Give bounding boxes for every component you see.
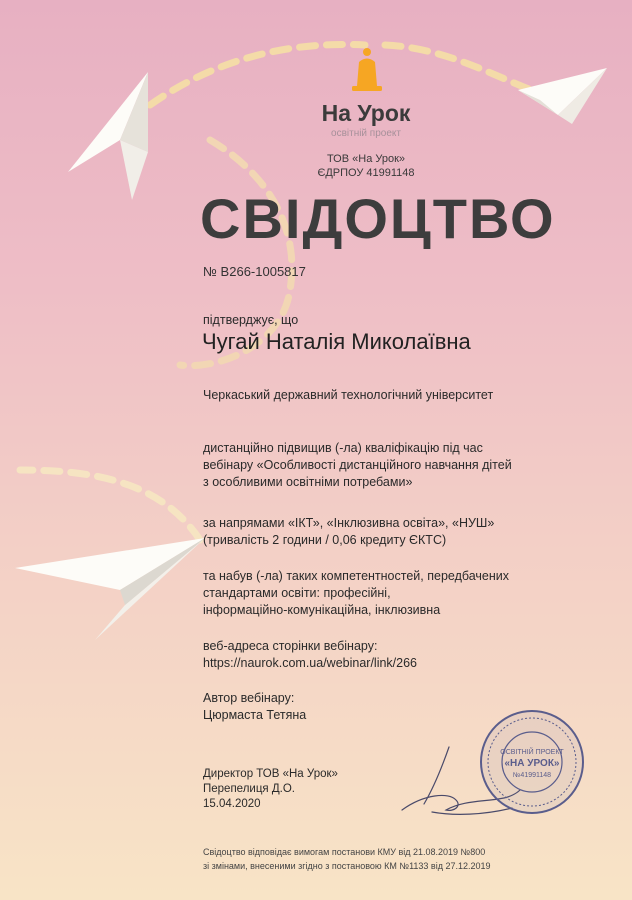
qualification-text: [203, 440, 512, 491]
director-name: Перепелиця Д.О.: [203, 783, 295, 795]
footer-line: зі змінами, внесеними згідно з постановою КМ №1133 від 27.12.2019: [203, 861, 491, 871]
institution-name: Черкаський державний технологічний університет: [203, 388, 494, 402]
company-info: [0, 152, 632, 180]
qualification-line: з особливими освітніми потребами»: [203, 475, 413, 489]
stamp-text: «НА УРОК»: [504, 758, 560, 769]
issue-date: 15.04.2020: [203, 798, 261, 810]
legal-footer: [203, 845, 491, 873]
competencies-text: [203, 568, 509, 619]
stamp-text: №41991148: [512, 772, 552, 779]
company-name: ТОВ «На Урок»: [326, 153, 406, 165]
competencies-line: інформаційно-комунікаційна, інклюзивна: [203, 603, 441, 617]
author-label: Автор вебінару:: [203, 691, 295, 705]
webinar-url: https://naurok.com.ua/webinar/link/266: [203, 656, 418, 670]
company-code: ЄДРПОУ 41991148: [317, 167, 415, 179]
competencies-line: стандартами освіти: професійні,: [203, 586, 391, 600]
directions-text: [203, 515, 494, 549]
directions-duration: (тривалість 2 години / 0,06 кредиту ЄКТС): [203, 533, 447, 547]
webinar-page-label: веб-адреса сторінки вебінару:: [203, 639, 378, 653]
director-title: Директор ТОВ «На Урок»: [203, 768, 338, 780]
brand-name: На Урок: [321, 100, 411, 126]
webinar-author: [203, 690, 306, 724]
qualification-line: вебінару «Особливості дистанційного навчання дітей: [203, 458, 512, 472]
paper-plane-icon: [15, 538, 205, 640]
footer-line: Свідоцтво відповідає вимогам постанови КМУ від 21.08.2019 №800: [203, 847, 486, 857]
stamp-text: ОСВІТНІЙ ПРОЕКТ: [500, 749, 564, 756]
qualification-line: дистанційно підвищив (-ла) кваліфікацію під час: [203, 441, 483, 455]
competencies-line: та набув (-ла) таких компетентностей, передбачених: [203, 569, 510, 583]
certificate-number: № В266-1005817: [203, 264, 306, 279]
certificate-title: СВІДОЦТВО: [200, 187, 556, 250]
brand-subtitle: освітній проект: [331, 128, 401, 139]
webinar-page: [203, 638, 417, 672]
bell-icon: [349, 46, 385, 96]
director-block: [203, 767, 338, 812]
author-name: Цюрмаста Тетяна: [203, 708, 307, 722]
directions-line: за напрямами «ІКТ», «Інклюзивна освіта», «НУШ»: [203, 516, 495, 530]
recipient-name: Чугай Наталія Миколаївна: [202, 329, 471, 354]
confirms-text: підтверджує, що: [203, 313, 299, 327]
official-stamp: [478, 708, 586, 816]
